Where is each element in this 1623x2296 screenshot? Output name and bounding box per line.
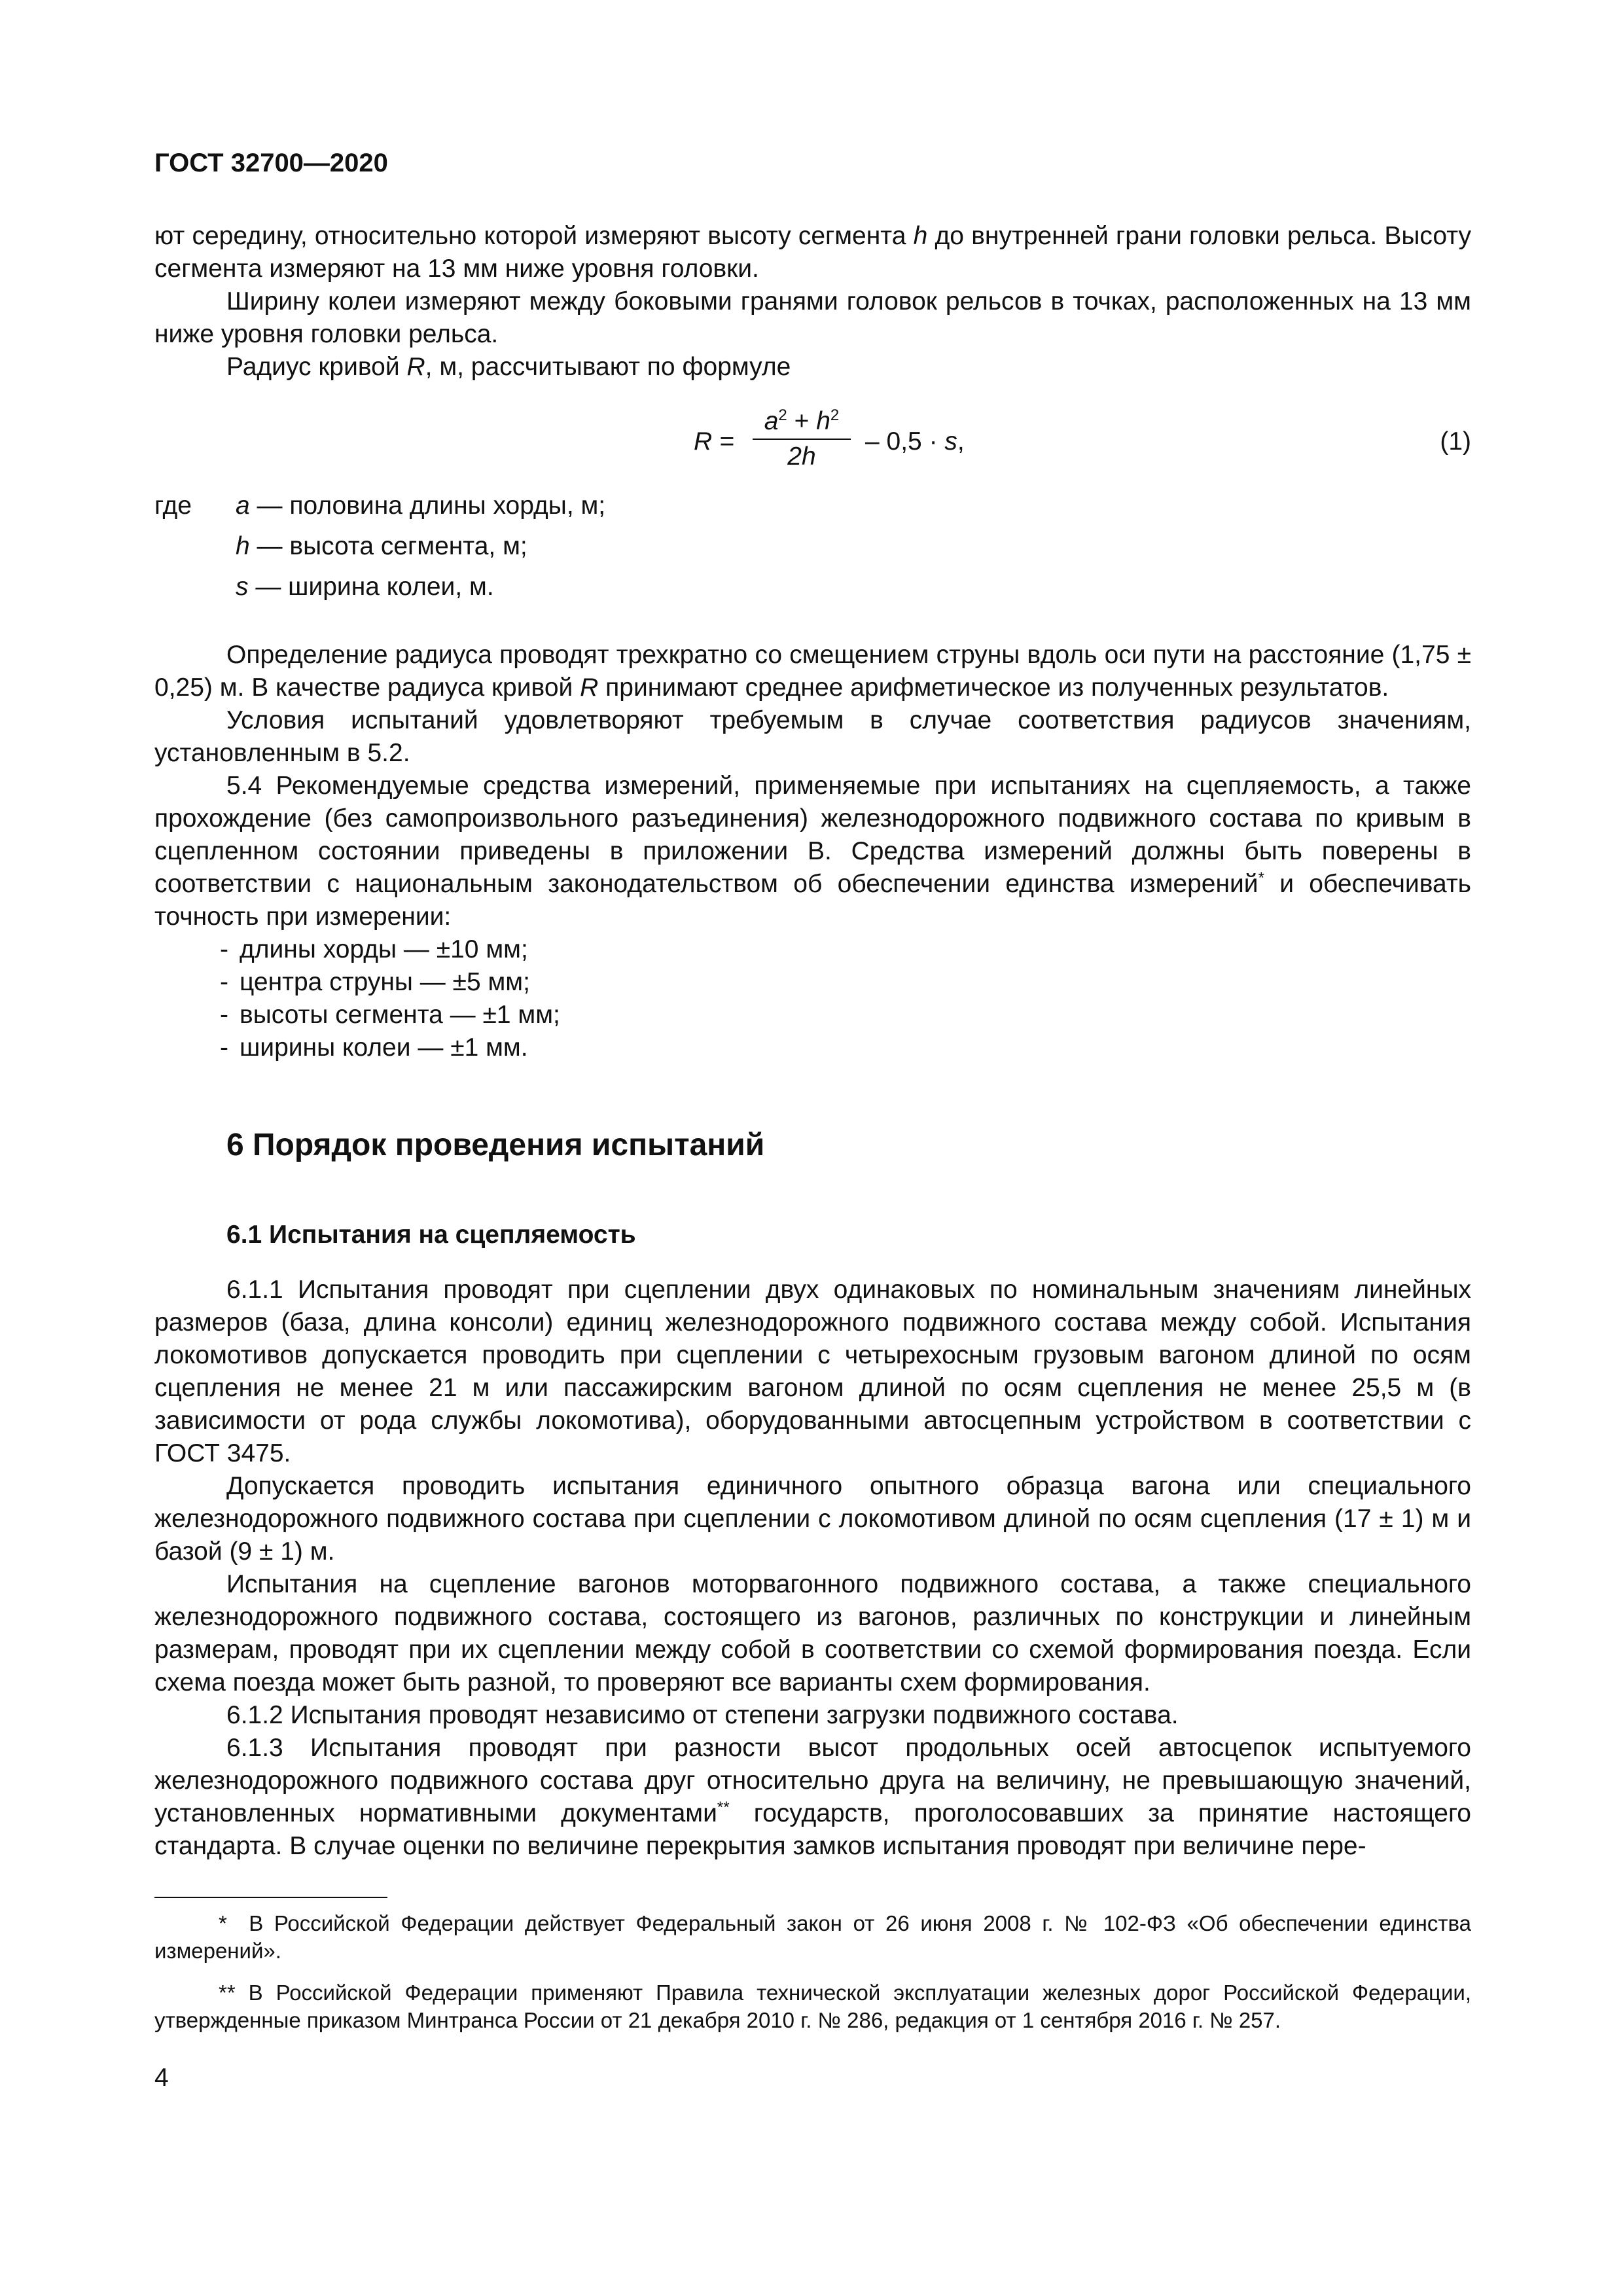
paragraph-track-gauge: Ширину колеи измеряют между боковыми гранями головок рельсов в точках, расположенных на 13 мм ниже уровня головки рельса.: [154, 287, 1471, 348]
formula-numerator: $a^2 + h^2$: [764, 406, 840, 435]
paragraph-continuation: ют середину, относительно которой измеряют высоту сегмента h до внутренней грани головки рельса. Высоту сегмента измеряют на 13 мм ниже уровня головки.: [154, 222, 1471, 283]
list-item: - высоты сегмента — ±1 мм;: [220, 1001, 560, 1029]
paragraph-6-1-1: 6.1.1 Испытания проводят при сцеплении двух одинаковых по номинальным значениям линейных размеров (база, длина консоли) единиц железнодорожного подвижного состава между собой. Испытания локомотивов допускается проводить при сцеплении с четырехосным грузовым вагоном длиной по осям сцепления не менее 21 м или пассажирским вагоном длиной по осям сцепления не менее 25,5 м (в зависимости от рода службы локомотива), оборудованными автосцепным устройством в соответствии с ГОСТ 3475.: [154, 1276, 1471, 1467]
formula-radius: R = $a^2 + h^2$ 2h – 0,5 · s, (1): [694, 406, 1471, 478]
paragraph-6-1-3: 6.1.3 Испытания проводят при разности высот продольных осей автосцепок испытуемого железнодорожного подвижного состава друг относительно друга на величину, не превышающую значений, установленных нормативными документами** государств, проголосовавших за принятие настоящего стандарта. В случае оценки по величине перекрытия замков испытания проводят при величине пере-: [154, 1734, 1472, 1860]
paragraph-5-4: 5.4 Рекомендуемые средства измерений, применяемые при испытаниях на сцепляемость, а также прохождение (без самопроизвольного разъединения) железнодорожного подвижного состава по кривым в сцепленном состоянии приведены в приложении В. Средства измерений должны быть поверены в соответствии с национальным законодательством об обеспечении единства измерений* и обеспечивать точность при измерении:: [154, 772, 1471, 931]
list-item: - центра струны — ±5 мм;: [220, 968, 530, 996]
section-heading: 6 Порядок проведения испытаний: [226, 1128, 765, 1162]
footnote-2: ** В Российской Федерации применяют Правила технической эксплуатации железных дорог Российской Федерации, утвержденные приказом Минтранса России от 21 декабря 2010 г. № 286, редакция от 1 сентября 2016 г. № 257.: [154, 1981, 1471, 2032]
paragraph-radius-determination: Определение радиуса проводят трехкратно со смещением струны вдоль оси пути на расстояние (1,75 ± 0,25) м. В качестве радиуса кривой R принимают среднее арифметическое из полученных результатов.: [154, 641, 1471, 702]
accuracy-list: [154, 933, 1471, 1064]
document-code-header: ГОСТ 32700—2020: [154, 149, 388, 177]
legend-item: h — высота сегмента, м;: [236, 532, 527, 560]
list-item: - длины хорды — ±10 мм;: [220, 935, 528, 963]
paragraph-test-conditions: Условия испытаний удовлетворяют требуемым в случае соответствия радиусов значениям, установленным в 5.2.: [154, 706, 1471, 767]
text-block-1: [154, 220, 1471, 384]
formula-number: (1): [1440, 427, 1471, 456]
formula-legend: [154, 490, 1071, 611]
footnote-1: * В Российской Федерации действует Федеральный закон от 26 июня 2008 г. № 102-ФЗ «Об обеспечении единства измерений».: [154, 1911, 1471, 1963]
legend-item: s — ширина колеи, м.: [236, 573, 494, 601]
paragraph-6-1-2: 6.1.2 Испытания проводят независимо от степени загрузки подвижного состава.: [226, 1701, 1179, 1729]
legend-item: где a — половина длины хорды, м;: [154, 492, 606, 520]
list-item: - ширины колеи — ±1 мм.: [220, 1033, 528, 1062]
footnote-separator: [154, 1897, 387, 1898]
fraction-bar: [753, 439, 851, 440]
text-block-3: [154, 1274, 1471, 1863]
paragraph-multiple-units: Испытания на сцепление вагонов моторвагонного подвижного состава, а также специального железнодорожного подвижного состава, состоящего из вагонов, различных по конструкции и линейным размерам, проводят при их сцеплении между собой в соответствии со схемой формирования поезда. Если схема поезда может быть разной, то проверяют все варианты схем формирования.: [154, 1570, 1471, 1696]
subsection-heading: 6.1 Испытания на сцепляемость: [226, 1221, 636, 1249]
text-block-2: [154, 639, 1471, 1064]
page-number: 4: [154, 2064, 169, 2092]
formula-fraction: [753, 406, 851, 473]
formula-denominator: 2h: [787, 442, 816, 471]
paragraph-radius-intro: Радиус кривой R, м, рассчитывают по формуле: [226, 353, 791, 381]
paragraph-single-sample: Допускается проводить испытания единичного опытного образца вагона или специального железнодорожного подвижного состава при сцеплении с локомотивом длиной по осям сцепления (17 ± 1) м и базой (9 ± 1) м.: [154, 1472, 1471, 1566]
